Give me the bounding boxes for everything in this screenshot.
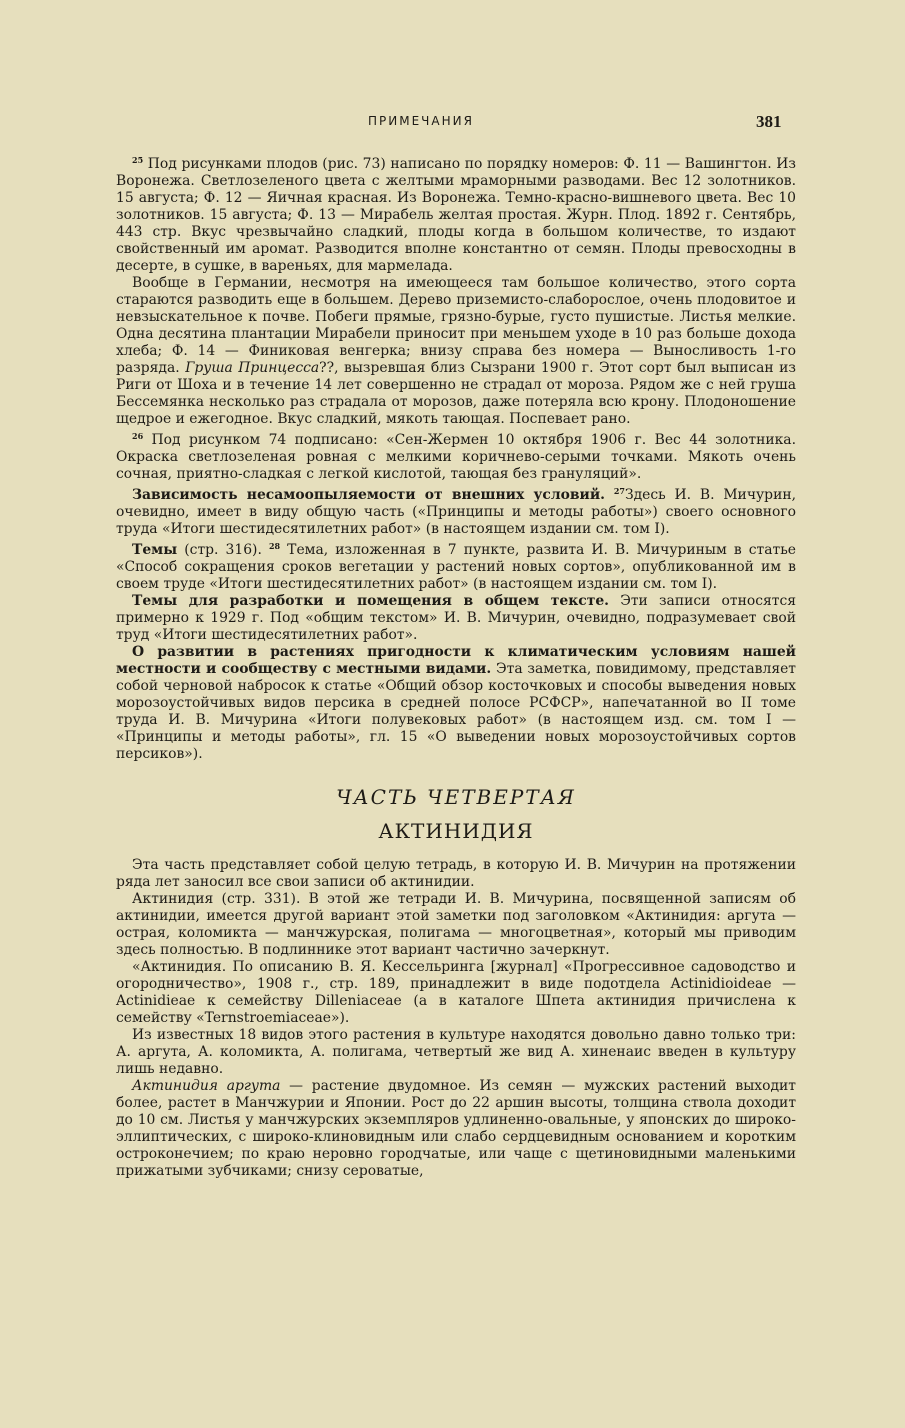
section-heading: Темы [132,542,178,558]
paragraph-text: Вообще в Германии, несмотря на имеющееся там большое количество, этого сорта стараются разводить еще в большем. Дерево приземисто-слаборослое, очень плодовитое и невзыскательное к почве. Побеги прямые, грязно-бурые, густо пушистые. Листья мелкие. Одна десятина плантации Мирабели приносит при меньшем уходе в 10 раз больше дохода хлеба; Ф. 14 — Финиковая венгерка; внизу справа без номера — Выносливость 1-го разряда. [116,275,796,376]
page-body [116,152,796,1180]
note-marker: 27 [613,486,625,496]
chapter-title: АКТИНИДИЯ [378,819,534,843]
paragraph-climate [116,644,796,763]
section-heading: Темы для разработки и помещения в общем тексте. [132,593,610,609]
page-reference: (стр. 316). [177,542,269,558]
actinidia-paragraph-1: Эта часть представляет собой целую тетрадь, в которую И. В. Мичурин на протяжении ряда лет заносил все свои записи об актинидии. [116,857,796,890]
actinidia-paragraph-5 [116,1078,796,1180]
part-title: ЧАСТЬ ЧЕТВЕРТАЯ [336,785,576,809]
actinidia-paragraph-3: «Актинидия. По описанию В. Я. Кессельринга [журнал] «Прогрессивное садоводство и огородничество», 1908 г., стр. 189, принадлежит в виде подотдела Actinidioideae — Actinidieae к семейству Dilleniaceae (а в каталоге Шпета актинидия причислена к семейству «Ternstroemiaceae»). [116,959,796,1026]
paragraph-themes [116,593,796,644]
page-number: 381 [756,112,782,131]
pear-name: Груша Принцесса [185,360,320,376]
note-marker: 26 [132,431,144,441]
species-name: Актинидия аргута [132,1078,281,1094]
actinidia-paragraph-2: Актинидия (стр. 331). В этой же тетради И. В. Мичурина, посвященной записям об актинидии, имеется другой вариант этой заметки под заголовком «Актинидия: аргута — острая, коломикта — манчжурская, полигама — многоцветная», который мы приводим здесь полностью. В подлиннике этот вариант частично зачеркнут. [116,891,796,958]
section-heading: О развитии в растениях пригодности к климатическим условиям нашей местности и сообществу с местными видами. [116,644,796,677]
paragraph-text: — растение двудомное. Из семян — мужских растений выходит более, растет в Манчжурии и Японии. Рост до 22 аршин высоты, толщина ствола доходит до 10 см. Листья у манчжурских экземпляров удлиненно-овальные, у японских до широко-эллиптических, с широко-клиновидным или слабо сердцевидным основанием и коротким остроконечием; по краю неровно городчатые, или чаще с щетиновидными маленькими прижатыми зубчиками; снизу сероватые, [116,1078,796,1179]
note-26 [116,428,796,483]
note-marker: 25 [132,155,144,165]
paragraph-germany [116,275,796,428]
note-27 [116,483,796,538]
section-heading: Зависимость несамоопыляемости от внешних условий. [132,487,605,503]
paragraph-text: Эта заметка, повидимому, представляет собой черновой набросок к статье «Общий обзор косточковых и способы выведения новых морозоустойчивых видов персика в средней полосе РСФСР», напечатанной во II томе труда И. В. Мичурина «Итоги полувековых работ» (в настоящем изд. см. том I — «Принципы и методы работы», гл. 15 «О выведении новых морозоустойчивых сортов персиков»). [116,661,796,762]
running-title: ПРИМЕЧАНИЯ [368,114,474,128]
note-text: Под рисунком 74 подписано: «Сен-Жермен 10 октября 1906 г. Вес 44 золотника. Окраска светлозеленая ровная с мелкими коричнево-серыми точками. Мякоть очень сочная, приятно-сладкая с легкой кислотой, тающая без грануляций». [116,432,797,482]
note-text: Тема, изложенная в 7 пункте, развита И. В. Мичуриным в статье «Способ сокращения сроков вегетации у растений новых сортов», опубликованной им в своем труде «Итоги шестидесятилетних работ» (в настоящем издании см. том I). [116,542,796,592]
note-marker: 28 [268,541,281,551]
note-text: Здесь И. В. Мичурин, очевидно, имеет в виду общую часть («Принципы и методы работы») своего основного труда «Итоги шестидесятилетних работ» (в настоящем издании см. том I). [116,487,796,537]
note-25 [116,152,796,275]
note-text: Под рисунками плодов (рис. 73) написано по порядку номеров: Ф. 11 — Вашингтон. Из Воронежа. Светлозеленого цвета с желтыми мраморными разводами. Вес 12 золотников. 15 августа; Ф. 12 — Яичная красная. Из Воронежа. Темно-красно-вишневого цвета. Вес 10 золотников. 15 августа; Ф. 13 — Мирабель желтая простая. Журн. Плод. 1892 г. Сентябрь, 443 стр. Вкус чрезвычайно сладкий, плоды когда в большом количестве, то издают свойственный им аромат. Разводится вполне константно от семян. Плоды превосходны в десерте, в сушке, в вареньях, для мармелада. [116,156,797,274]
note-28 [116,538,796,593]
actinidia-paragraph-4: Из известных 18 видов этого растения в культуре находятся довольно давно только три: А. аргута, А. коломикта, А. полигама, четвертый же вид А. хиненаис введен в культуру лишь недавно. [116,1027,796,1077]
paragraph-text: Эти записи относятся примерно к 1929 г. Под «общим текстом» И. В. Мичурин, очевидно, подразумевает свой труд «Итоги шестидесятилетних работ». [116,593,796,643]
page-header [0,112,905,134]
paragraph-text: ??, вызревшая близ Сызрани 1900 г. Этот сорт был выписан из Риги от Шоха и в течение 14 лет совершенно не страдал от мороза. Рядом же с ней груша Бессемянка несколько раз страдала от морозов, даже потеряла всю крону. Плодоношение щедрое и ежегодное. Вкус сладкий, мякоть тающая. Поспевает рано. [116,360,796,427]
